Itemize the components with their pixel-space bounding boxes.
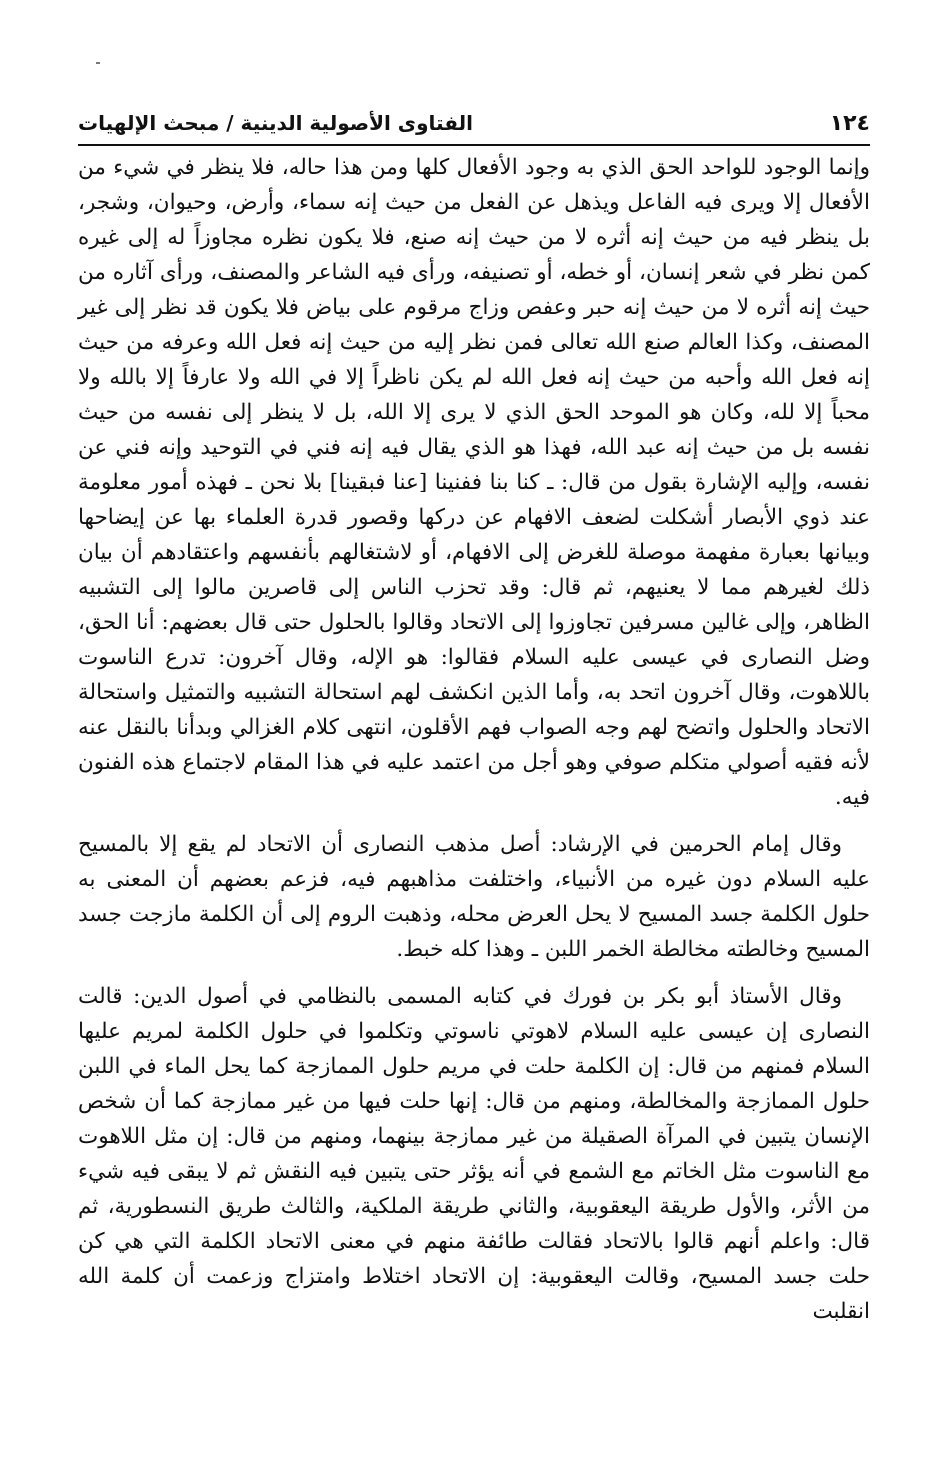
body-text [78, 150, 870, 1329]
page-number: ١٢٤ [829, 110, 870, 136]
paragraph-3: وقال الأستاذ أبو بكر بن فورك في كتابه المسمى بالنظامي في أصول الدين: قالت النصارى إن عيسى عليه السلام لاهوتي ناسوتي وتكلموا في حلول الكلمة لمريم عليها السلام فمنهم من قال: إن الكلمة حلت في مريم حلول الممازجة كما يحل الماء في اللبن حلول الممازجة والمخالطة، ومنهم من قال: إنها حلت فيها من غير ممازجة كما أن شخص الإنسان يتبين في المرآة الصقيلة من غير ممازجة بينهما، ومنهم من قال: إن مثل اللاهوت مع الناسوت مثل الخاتم مع الشمع في أنه يؤثر حتى يتبين فيه النقش ثم لا يبقى فيه شيء من الأثر، والأول طريقة اليعقوبية، والثاني طريقة الملكية، والثالث طريق النسطورية، ثم قال: واعلم أنهم قالوا بالاتحاد فقالت طائفة منهم في معنى الاتحاد الكلمة التي هي كن حلت جسد المسيح، وقالت اليعقوبية: إن الاتحاد اختلاط وامتزاج وزعمت أن كلمة الله انقلبت [78, 984, 870, 1324]
header-rule [78, 144, 870, 146]
paragraph-2: وقال إمام الحرمين في الإرشاد: أصل مذهب النصارى أن الاتحاد لم يقع إلا بالمسيح عليه السلام دون غيره من الأنبياء، واختلفت مذاهبهم فيه، فزعم بعضهم أن المعنى به حلول الكلمة جسد المسيح لا يحل العرض محله، وذهبت الروم إلى أن الكلمة مازجت جسد المسيح وخالطته مخالطة الخمر اللبن ـ وهذا كله خبط. [78, 832, 870, 962]
running-title: الفتاوى الأصولية الدينية / مبحث الإلهيات [78, 111, 473, 135]
page-header [78, 108, 870, 138]
paragraph-1: وإنما الوجود للواحد الحق الذي به وجود الأفعال كلها ومن هذا حاله، فلا ينظر في شيء من الأفعال إلا ويرى فيه الفاعل ويذهل عن الفعل من حيث إنه سماء، وأرض، وحيوان، وشجر، بل ينظر فيه من حيث إنه أثره لا من حيث إنه صنع، فلا يكون نظره مجاوزاً له إلى غيره كمن نظر في شعر إنسان، أو خطه، أو تصنيفه، ورأى فيه الشاعر والمصنف، ورأى آثاره من حيث إنه أثره لا من حيث إنه حبر وعفص وزاج مرقوم على بياض فلا يكون قد نظر إلى غير المصنف، وكذا العالم صنع الله تعالى فمن نظر إليه من حيث إنه فعل الله وعرفه من حيث إنه فعل الله وأحبه من حيث إنه فعل الله لم يكن ناظراً إلا في الله ولا عارفاً إلا بالله ولا محباً إلا لله، وكان هو الموحد الحق الذي لا يرى إلا الله، بل لا ينظر إلى نفسه من حيث نفسه بل من حيث إنه عبد الله، فهذا هو الذي يقال فيه إنه فني في التوحيد وإنه فني عن نفسه، وإليه الإشارة بقول من قال: ـ كنا بنا ففنينا [عنا فبقينا] بلا نحن ـ فهذه أمور معلومة عند ذوي الأبصار أشكلت لضعف الافهام عن دركها وقصور قدرة العلماء بها عن إيضاحها وبيانها بعبارة مفهمة موصلة للغرض إلى الافهام، أو لاشتغالهم بأنفسهم واعتقادهم أن بيان ذلك لغيرهم مما لا يعنيهم، ثم قال: وقد تحزب الناس إلى قاصرين مالوا إلى التشبيه الظاهر، وإلى غالين مسرفين تجاوزوا إلى الاتحاد وقالوا بالحلول حتى قال بعضهم: أنا الحق، وضل النصارى في عيسى عليه السلام فقالوا: هو الإله، وقال آخرون: تدرع الناسوت باللاهوت، وقال آخرون اتحد به، وأما الذين انكشف لهم استحالة التشبيه والتمثيل واستحالة الاتحاد والحلول واتضح لهم وجه الصواب فهم الأقلون، انتهى كلام الغزالي وبدأنا بالنقل عنه لأنه فقيه أصولي متكلم صوفي وهو أجل من اعتمد عليه في هذا المقام لاجتماع هذه الفنون فيه. [78, 155, 870, 810]
scan-speck [96, 62, 100, 64]
